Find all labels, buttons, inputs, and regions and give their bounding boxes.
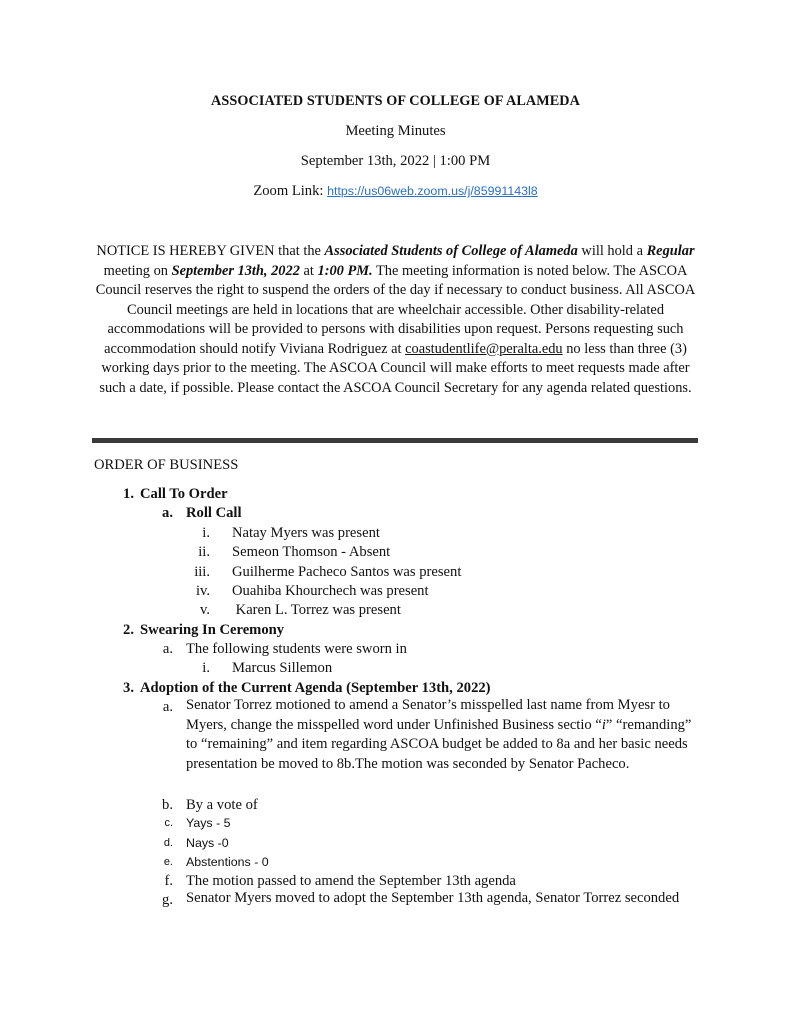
contact-email-link[interactable]: coastudentlife@peralta.edu: [405, 340, 563, 357]
notice-paragraph: [92, 242, 699, 398]
agenda-amendment-motion: [186, 696, 706, 775]
section-title-call-to-order: Call To Order: [140, 486, 228, 502]
notice-meeting-type: Regular: [646, 243, 695, 259]
section-title-swearing-in: Swearing In Ceremony: [140, 622, 285, 638]
list-item-number: i.: [202, 525, 210, 541]
notice-text: NOTICE IS HEREBY GIVEN that the: [96, 243, 325, 259]
subsection-number: g.: [162, 892, 173, 908]
section-divider: [92, 438, 698, 443]
roll-call-item: Karen L. Torrez was present: [232, 602, 401, 618]
list-item-number: iv.: [195, 583, 210, 599]
notice-text: meeting on: [103, 262, 172, 279]
section-title-adoption-of-agenda: Adoption of the Current Agenda (September 13th, 2022): [140, 680, 491, 696]
roll-call-item: Semeon Thomson - Absent: [232, 544, 391, 560]
zoom-line: [0, 183, 791, 200]
subsection-number: e.: [163, 856, 173, 868]
motion-text: Senator Torrez motioned to amend a Senator’s misspelled last name from Myesr to Myers, change the misspelled word under Unfinished Business sectio “: [186, 697, 670, 733]
vote-yays: Yays - 5: [186, 816, 231, 830]
list-item-number: i.: [202, 660, 210, 676]
subsection-number: b.: [162, 797, 173, 813]
subsection-number: a.: [162, 699, 173, 715]
subsection-number: a.: [162, 641, 173, 657]
zoom-link[interactable]: https://us06web.zoom.us/j/85991143l8: [327, 184, 538, 198]
notice-text: no less than three (3) working days prior to the meeting. The ASCOA Council will make efforts to meet requests made after such a date, if possible. Please contact the ASCOA Council Secretary for any agenda related questions.: [99, 340, 692, 396]
motion-result: The motion passed to amend the September 13th agenda: [186, 873, 516, 889]
subsection-number: a.: [162, 505, 173, 521]
notice-text: The meeting information is noted below. The ASCOA Council reserves the right to suspend the orders of the day if necessary to conduct business. All ASCOA Council meetings are held in locations that are wheelchair accessible. Other disability-related accommodations will be provided to persons with disabilities upon request. Persons requesting such accommodation should notify Viviana Rodriguez at: [95, 262, 696, 357]
notice-text: will hold a: [577, 243, 647, 259]
section-number: 2.: [123, 622, 134, 638]
org-title: ASSOCIATED STUDENTS OF COLLEGE OF ALAMEDA: [211, 93, 580, 109]
vote-nays: Nays -0: [186, 836, 229, 850]
roll-call-item: Ouahiba Khourchech was present: [232, 583, 429, 599]
notice-text: at: [299, 262, 318, 279]
meeting-date-time: September 13th, 2022 | 1:00 PM: [300, 153, 491, 169]
motion-text: ” “remanding” to “remaining” and item regarding ASCOA budget be added to 8a and her basic needs presentation be moved to 8b.The motion was seconded by Senator Pacheco.: [186, 716, 692, 773]
subsection-number: d.: [163, 837, 173, 849]
list-item-number: v.: [200, 602, 210, 618]
motion-italic-text: i: [601, 716, 606, 733]
zoom-label: Zoom Link:: [253, 183, 328, 199]
adopt-agenda-motion: Senator Myers moved to adopt the September 13th agenda, Senator Torrez seconded: [186, 890, 680, 906]
notice-date: September 13th, 2022: [171, 262, 300, 279]
sworn-in-student: Marcus Sillemon: [232, 660, 333, 676]
document-type: Meeting Minutes: [345, 123, 446, 139]
vote-abstentions: Abstentions - 0: [186, 855, 269, 869]
subsection-number: c.: [164, 817, 173, 829]
section-number: 1.: [123, 486, 134, 502]
list-item-number: iii.: [194, 564, 210, 580]
notice-org-name: Associated Students of College of Alameda: [324, 243, 578, 259]
order-of-business-heading: ORDER OF BUSINESS: [94, 457, 239, 473]
subsection-title-roll-call: Roll Call: [186, 505, 242, 521]
roll-call-item: Natay Myers was present: [232, 525, 380, 541]
subsection-number: f.: [164, 873, 173, 889]
list-item-number: ii.: [198, 544, 210, 560]
section-number: 3.: [123, 680, 134, 696]
roll-call-item: Guilherme Pacheco Santos was present: [232, 564, 462, 580]
subsection-text: The following students were sworn in: [186, 641, 407, 657]
vote-intro: By a vote of: [186, 797, 258, 813]
notice-time: 1:00 PM.: [317, 262, 373, 279]
